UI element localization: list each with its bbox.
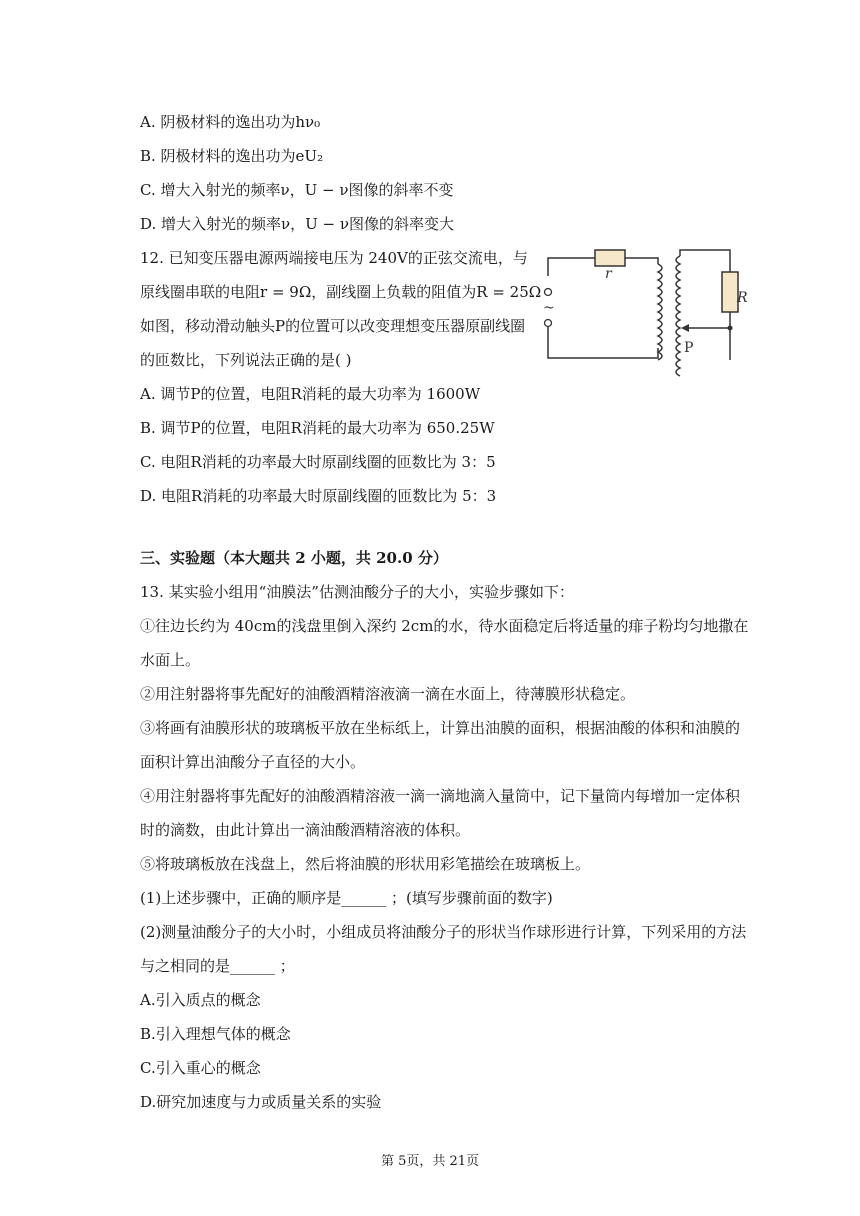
q13-step-4: ④用注射器将事先配好的油酸酒精溶液一滴一滴地滴入量筒中，记下量筒内每增加一定体积 xyxy=(140,787,741,805)
q12-stem-line: 如图，移动滑动触头P的位置可以改变理想变压器原副线圈 xyxy=(140,317,526,335)
q13-step-4-cont: 时的滴数，由此计算出一滴油酸酒精溶液的体积。 xyxy=(140,821,471,839)
section-title: 三、实验题（本大题共 2 小题，共 20.0 分） xyxy=(140,549,448,567)
ac-source-label: ~ xyxy=(543,300,555,316)
q12-stem-line: 的匝数比，下列说法正确的是( ) xyxy=(140,351,352,369)
resistor-r-label: r xyxy=(605,266,612,282)
q12-option-d: D. 电阻R消耗的功率最大时原副线圈的匝数比为 5：3 xyxy=(140,487,497,505)
q13-step-3: ③将画有油膜形状的玻璃板平放在坐标纸上，计算出油膜的面积，根据油酸的体积和油膜的 xyxy=(140,719,741,737)
page-footer: 第 5页，共 21页 xyxy=(380,1154,480,1169)
q13-step-3-cont: 面积计算出油酸分子直径的大小。 xyxy=(140,753,366,771)
q12-stem-line: 12. 已知变压器电源两端接电压为 240V的正弦交流电，与 xyxy=(140,249,528,267)
q13-subquestion-2: (2)测量油酸分子的大小时，小组成员将油酸分子的形状当作球形进行计算，下列采用的方法 xyxy=(140,923,747,941)
q11-option-d: D. 增大入射光的频率ν，U − ν图像的斜率变大 xyxy=(140,215,455,233)
q13-option-b: B.引入理想气体的概念 xyxy=(140,1025,291,1043)
transformer-circuit-diagram xyxy=(540,240,770,390)
q11-option-a: A. 阴极材料的逸出功为hν₀ xyxy=(140,113,321,131)
q11-option-c: C. 增大入射光的频率ν，U − ν图像的斜率不变 xyxy=(140,181,454,199)
q13-option-d: D.研究加速度与力或质量关系的实验 xyxy=(140,1093,382,1111)
slider-P-label: P xyxy=(684,340,694,356)
q13-step-5: ⑤将玻璃板放在浅盘上，然后将油膜的形状用彩笔描绘在玻璃板上。 xyxy=(140,855,591,873)
q13-subquestion-2-cont: 与之相同的是______ ； xyxy=(140,957,295,975)
slider-arrow-icon xyxy=(681,324,689,332)
q11-option-b: B. 阴极材料的逸出功为eU₂ xyxy=(140,147,324,165)
q13-stem: 13. 某实验小组用“油膜法”估测油酸分子的大小，实验步骤如下： xyxy=(140,583,574,601)
q13-option-a: A.引入质点的概念 xyxy=(140,991,261,1009)
q13-subquestion-1: (1)上述步骤中，正确的顺序是______ ；(填写步骤前面的数字) xyxy=(140,889,553,907)
q13-step-2: ②用注射器将事先配好的油酸酒精溶液滴一滴在水面上，待薄膜形状稳定。 xyxy=(140,685,636,703)
q12-option-a: A. 调节P的位置，电阻R消耗的最大功率为 1600W xyxy=(140,385,481,403)
q12-stem-line: 原线圈串联的电阻r = 9Ω，副线圈上负载的阻值为R = 25Ω xyxy=(140,283,542,301)
q13-step-1: ①往边长约为 40cm的浅盘里倒入深约 2cm的水，待水面稳定后将适量的痱子粉均匀地撒在 xyxy=(140,617,749,635)
q12-option-b: B. 调节P的位置，电阻R消耗的最大功率为 650.25W xyxy=(140,419,495,437)
q13-option-c: C.引入重心的概念 xyxy=(140,1059,261,1077)
q12-option-c: C. 电阻R消耗的功率最大时原副线圈的匝数比为 3：5 xyxy=(140,453,496,471)
q13-step-1-cont: 水面上。 xyxy=(140,651,201,669)
resistor-R-label: R xyxy=(737,290,748,306)
